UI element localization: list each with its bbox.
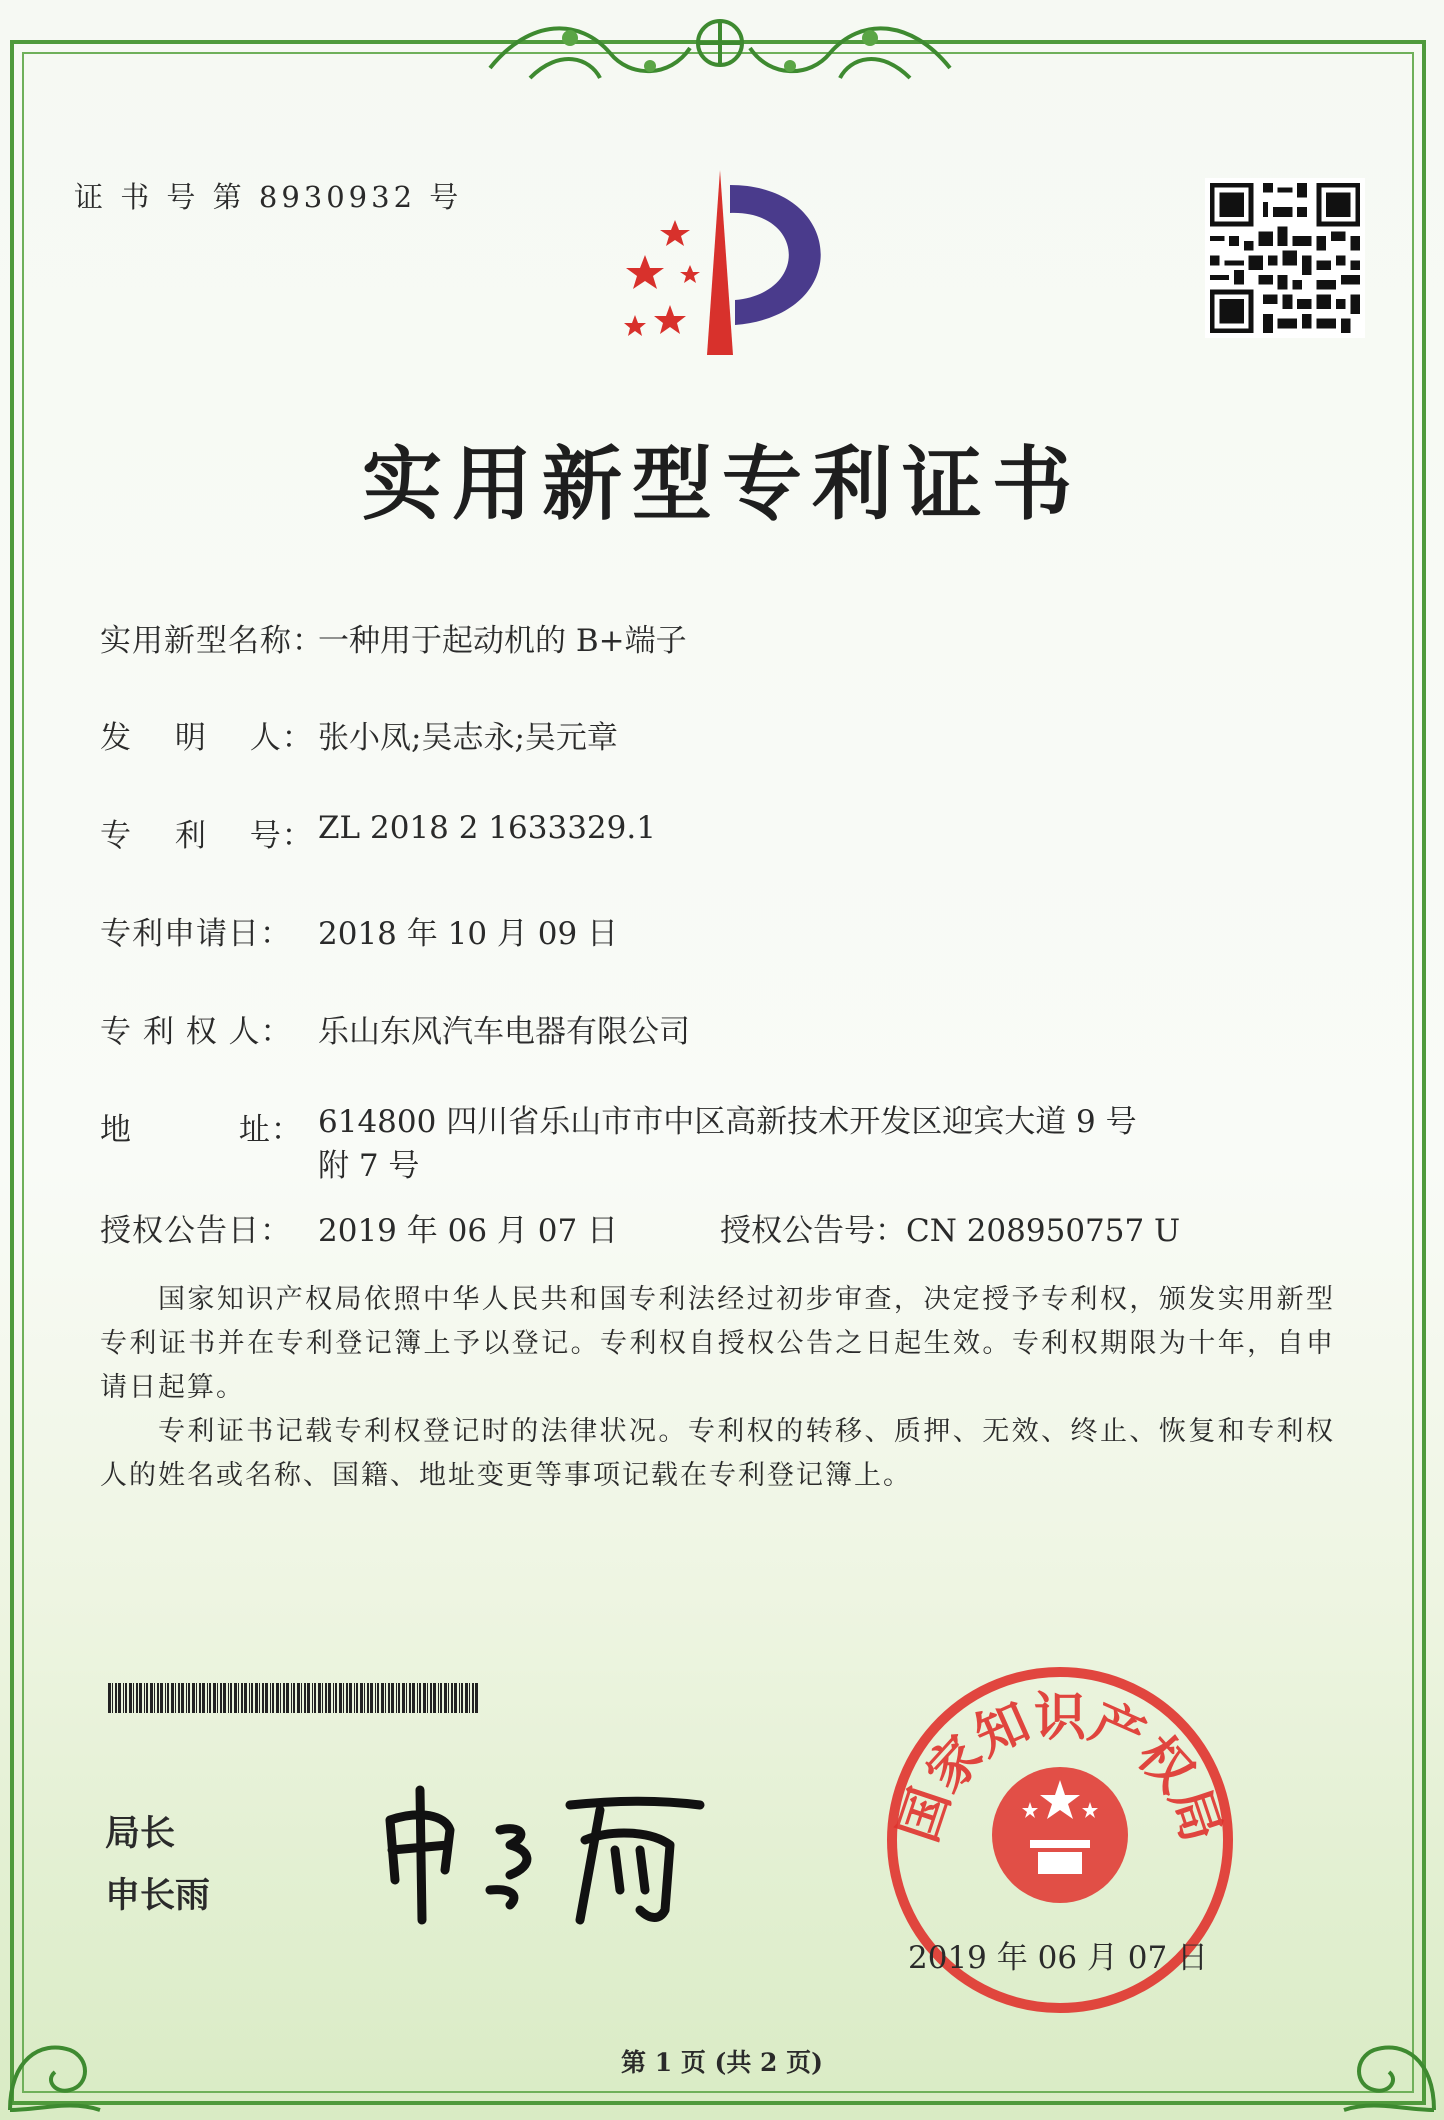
field-label: 实用新型名称： [100,623,324,659]
director-name: 申长雨 [105,1876,211,1916]
field-label: 授权公告号： [720,1213,906,1249]
field-value [318,1100,1137,1188]
top-ornament-icon [470,8,970,98]
address-line-1: 614800 四川省乐山市市中区高新技术开发区迎宾大道 9 号 [318,1104,1137,1140]
field-patent-number [100,810,656,855]
field-label: 专 利 号： [100,818,314,854]
address-line-2: 附 7 号 [318,1148,420,1184]
field-value: 一种用于起动机的 B+端子 [318,623,687,659]
field-patentee [100,1006,690,1051]
certificate-number: 证 书 号 第 8930932 号 [74,180,463,214]
field-application-date [100,908,618,953]
field-value: 乐山东风汽车电器有限公司 [318,1014,690,1050]
field-label: 地 址： [100,1112,303,1148]
field-label: 专利申请日： [100,916,292,952]
director-block [105,1803,210,1927]
body-paragraph: 国家知识产权局依照中华人民共和国专利法经过初步审查，决定授予专利权，颁发实用新型专利证书并在专利登记簿上予以登记。专利权自授权公告之日起生效。专利权期限为十年，自申请日起算。 [100,1284,1335,1403]
field-inventor [100,712,618,757]
qr-code-icon [1205,178,1365,338]
signature-icon [370,1770,730,1930]
field-value: 张小凤;吴志永;吴元章 [318,720,618,756]
field-label: 发 明 人： [100,720,314,756]
field-grant-number [720,1205,1180,1250]
body-paragraph: 专利证书记载专利权登记时的法律状况。专利权的转移、质押、无效、终止、恢复和专利权人的姓名或名称、国籍、地址变更等事项记载在专利登记簿上。 [100,1416,1335,1491]
seal-text: 国家知识产权局 [888,1688,1232,1850]
field-grant-date [100,1205,618,1250]
barcode-icon [108,1683,478,1713]
page-number: 第 1 页 (共 2 页) [621,2048,823,2077]
field-label: 授权公告日： [100,1213,292,1249]
seal-date: 2019 年 06 月 07 日 [908,1940,1209,1976]
field-value: ZL 2018 2 1633329.1 [318,810,656,846]
certificate-title: 实用新型专利证书 [362,438,1082,531]
field-value: CN 208950757 U [906,1213,1181,1249]
patent-office-logo-icon [595,165,855,365]
field-label: 专 利 权 人： [100,1014,293,1050]
field-value: 2018 年 10 月 09 日 [318,916,619,952]
field-utility-model-name [100,615,687,660]
certificate-body [100,1278,1335,1498]
director-title: 局长 [105,1814,176,1854]
field-address [100,1104,1137,1188]
field-value: 2019 年 06 月 07 日 [318,1213,619,1249]
